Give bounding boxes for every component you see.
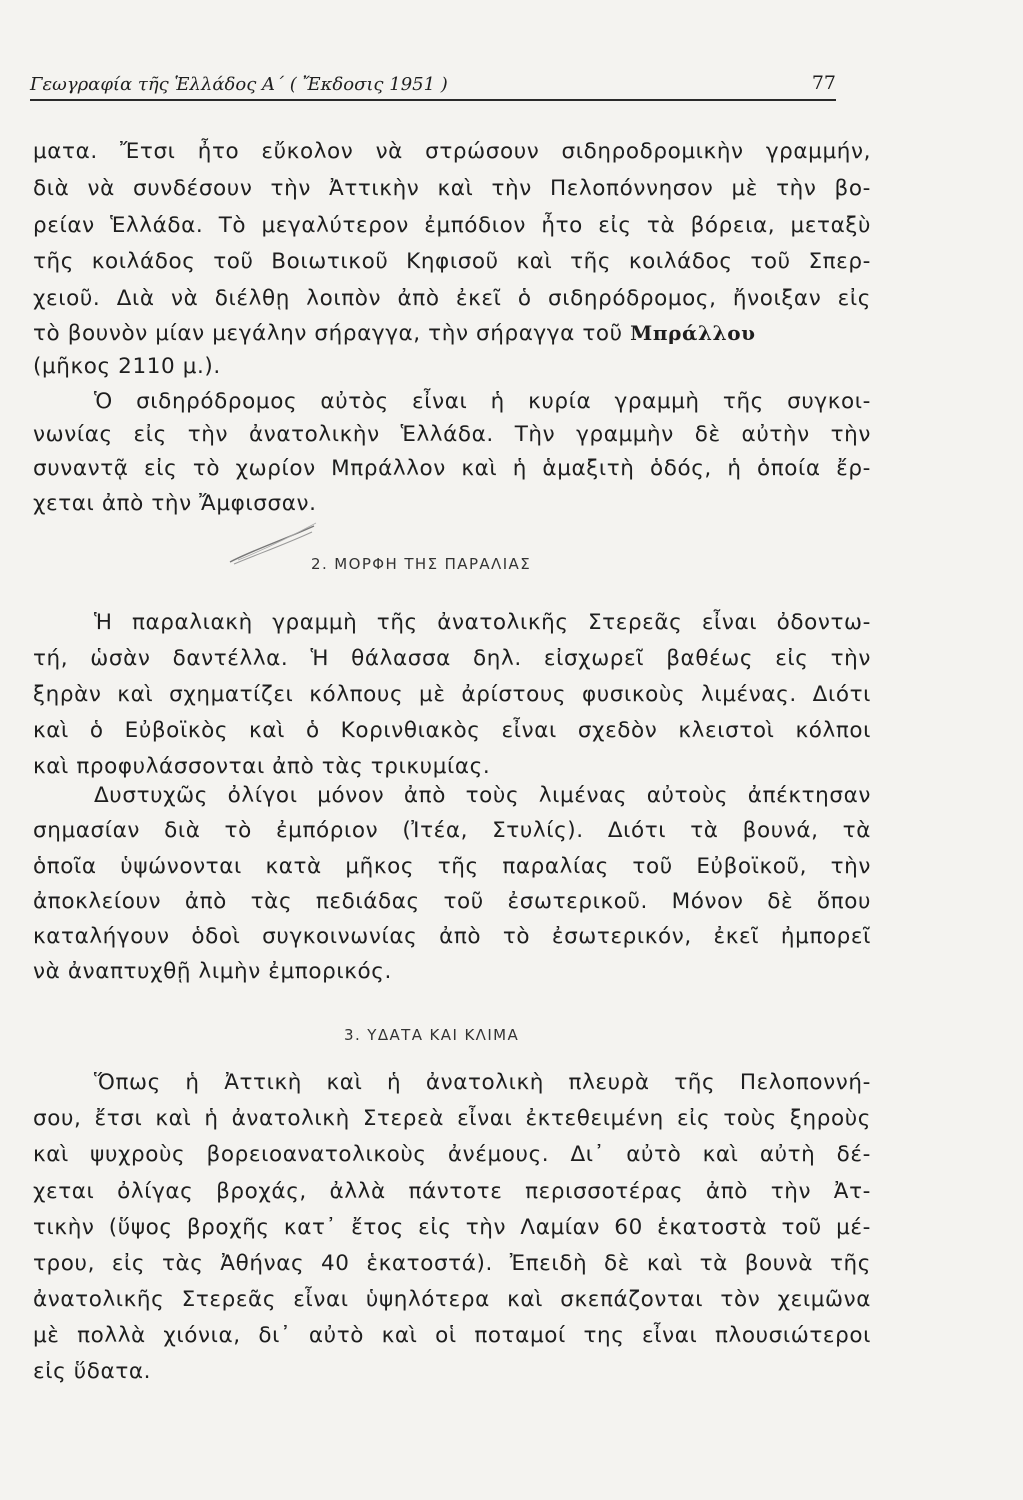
para5-line: ἀνατολικῆς Στερεᾶς εἶναι ὑψηλότερα καὶ σκεπάζονται τὸν χειμῶνα <box>33 1287 871 1312</box>
para2-line: Ὁ σιδηρόδρομος αὐτὸς εἶναι ἡ κυρία γραμμὴ τῆς συγκοι- <box>94 389 871 414</box>
running-header <box>30 74 836 98</box>
para1-line: χειοῦ. Διὰ νὰ διέλθῃ λοιπὸν ἀπὸ ἐκεῖ ὁ σιδηρόδρομος, ἤνοιξαν εἰς <box>33 286 871 311</box>
para5-line: τικὴν (ὕψος βροχῆς κατ᾿ ἔτος εἰς τὴν Λαμίαν 60 ἑκατοστὰ τοῦ μέ- <box>33 1215 871 1240</box>
para4-line: ὁποῖα ὑψώνονται κατὰ μῆκος τῆς παραλίας τοῦ Εὐβοϊκοῦ, τὴν <box>33 854 871 879</box>
tunnel-name: Μπράλλου <box>630 321 756 345</box>
para1-line: διὰ νὰ συνδέσουν τὴν Ἀττικὴν καὶ τὴν Πελοπόννησον μὲ τὴν βο- <box>33 176 871 201</box>
para1-line: (μῆκος 2110 μ.). <box>33 354 221 379</box>
para4-line: καταλήγουν ὁδοὶ συγκοινωνίας ἀπὸ τὸ ἐσωτερικόν, ἐκεῖ ἠμπορεῖ <box>33 924 871 949</box>
section-heading-2: 2. ΜΟΡΦΗ ΤΗΣ ΠΑΡΑΛΙΑΣ <box>311 555 532 573</box>
para4-line: ἀποκλείουν ἀπὸ τὰς πεδιάδας τοῦ ἐσωτερικοῦ. Μόνον δὲ ὅπου <box>33 889 871 914</box>
para3-line: Ἡ παραλιακὴ γραμμὴ τῆς ἀνατολικῆς Στερεᾶς εἶναι ὀδοντω- <box>94 610 871 635</box>
header-title: Γεωγραφία τῆς Ἑλλάδος Α΄ ( Ἔκδοσις 1951 ) <box>30 74 448 95</box>
para3-line: καὶ προφυλάσσονται ἀπὸ τὰς τρικυμίας. <box>33 754 491 779</box>
para4-line: Δυστυχῶς ὀλίγοι μόνον ἀπὸ τοὺς λιμένας αὐτοὺς ἀπέκτησαν <box>94 783 871 808</box>
page-number: 77 <box>811 72 836 94</box>
header-rule <box>30 99 836 101</box>
para1-line: ματα. Ἔτσι ἦτο εὔκολον νὰ στρώσουν σιδηροδρομικὴν γραμμήν, <box>33 139 871 164</box>
para3-line: τή, ὡσὰν δαντέλλα. Ἡ θάλασσα δηλ. εἰσχωρεῖ βαθέως εἰς τὴν <box>33 646 871 671</box>
para2-line: συναντᾷ εἰς τὸ χωρίον Μπράλλον καὶ ἡ ἁμαξιτὴ ὁδός, ἡ ὁποία ἔρ- <box>33 456 871 481</box>
ornament-flourish <box>228 520 318 570</box>
para5-line: χεται ὀλίγας βροχάς, ἀλλὰ πάντοτε περισσοτέρας ἀπὸ τὴν Ἀτ- <box>33 1179 871 1204</box>
para3-line: καὶ ὁ Εὐβοϊκὸς καὶ ὁ Κορινθιακὸς εἶναι σχεδὸν κλειστοὶ κόλποι <box>33 718 871 743</box>
para5-line: σου, ἔτσι καὶ ἡ ἀνατολικὴ Στερεὰ εἶναι ἐκτεθειμένη εἰς τοὺς ξηροὺς <box>33 1106 871 1131</box>
para2-line: νωνίας εἰς τὴν ἀνατολικὴν Ἑλλάδα. Τὴν γραμμὴν δὲ αὐτὴν τὴν <box>33 422 871 447</box>
para2-line: χεται ἀπὸ τὴν Ἄμφισσαν. <box>33 491 317 516</box>
para5-line: μὲ πολλὰ χιόνια, δι᾿ αὐτὸ καὶ οἱ ποταμοί της εἶναι πλουσιώτεροι <box>33 1323 871 1348</box>
para5-line: τρου, εἰς τὰς Ἀθήνας 40 ἑκατοστά). Ἐπειδὴ δὲ καὶ τὰ βουνὰ τῆς <box>33 1251 871 1276</box>
para4-line: σημασίαν διὰ τὸ ἐμπόριον (Ἰτέα, Στυλίς). Διότι τὰ βουνά, τὰ <box>33 818 871 843</box>
para1-line: ρείαν Ἑλλάδα. Τὸ μεγαλύτερον ἐμπόδιον ἦτο εἰς τὰ βόρεια, μεταξὺ <box>33 213 871 238</box>
para5-line: εἰς ὕδατα. <box>33 1359 152 1384</box>
para1-line-text: τὸ βουνὸν μίαν μεγάλην σήραγγα, τὴν σήραγγα τοῦ <box>33 321 623 346</box>
para5-line: καὶ ψυχροὺς βορειοανατολικοὺς ἀνέμους. Δι᾿ αὐτὸ καὶ αὐτὴ δέ- <box>33 1142 871 1167</box>
para5-line: Ὅπως ἡ Ἀττικὴ καὶ ἡ ἀνατολικὴ πλευρὰ τῆς Πελοποννή- <box>94 1070 871 1095</box>
para1-line: τῆς κοιλάδος τοῦ Βοιωτικοῦ Κηφισοῦ καὶ τῆς κοιλάδος τοῦ Σπερ- <box>33 249 871 274</box>
section-heading-3: 3. ΥΔΑΤΑ ΚΑΙ ΚΛΙΜΑ <box>344 1026 520 1044</box>
para3-line: ξηρὰν καὶ σχηματίζει κόλπους μὲ ἀρίστους φυσικοὺς λιμένας. Διότι <box>33 682 871 707</box>
para4-line: νὰ ἀναπτυχθῇ λιμὴν ἐμπορικός. <box>33 959 392 984</box>
para1-line <box>33 318 871 349</box>
